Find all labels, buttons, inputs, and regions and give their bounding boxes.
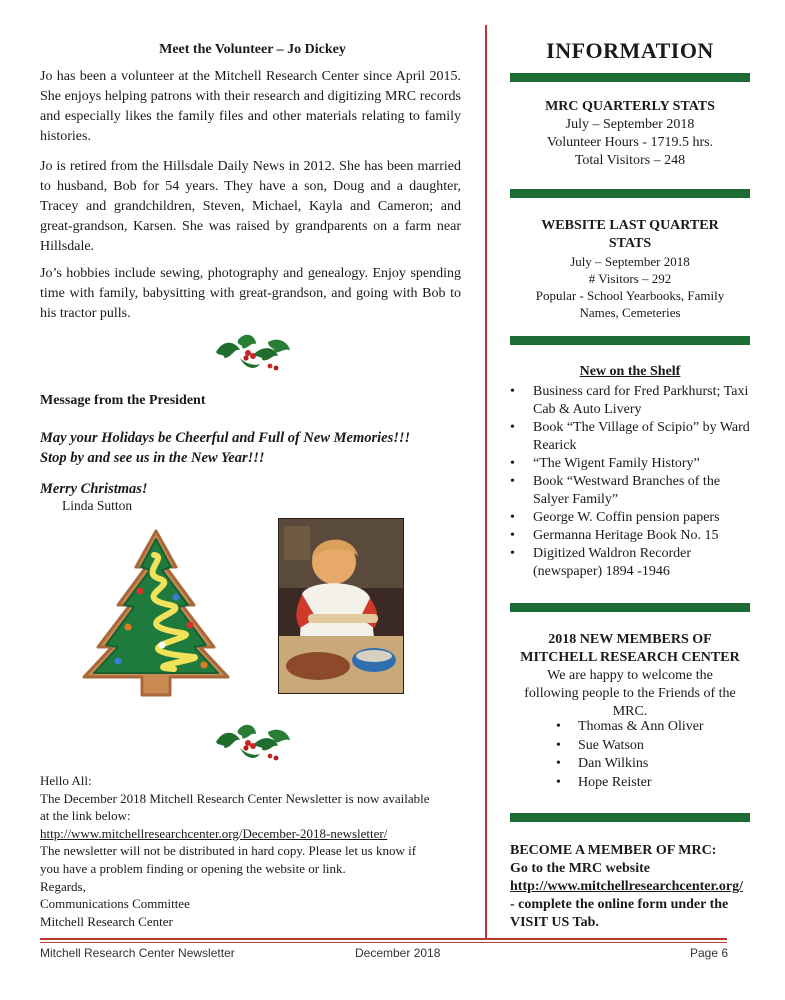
volunteer-paragraph-2: Jo is retired from the Hillsdale Daily News in 2012. She has been married to husband, Bob for 54 years. They have a son, Doug and a daughter, Tracey and grandchildren, Steven, Michael, Kayla and Cameron; and great-grandson, Karsen. She was raised by grandparents on a farm near Hillsdale. xyxy=(40,159,461,254)
note-line-2: at the link below: xyxy=(40,808,131,824)
green-divider-bar xyxy=(510,189,750,198)
list-item: • Germanna Heritage Book No. 15 xyxy=(508,527,752,545)
greeting: Hello All: xyxy=(40,773,92,788)
green-divider-bar xyxy=(510,813,750,822)
website-popular-2: Names, Cemeteries xyxy=(579,305,681,320)
holly-decoration-icon xyxy=(210,718,296,764)
green-divider-bar xyxy=(510,603,750,612)
quarterly-stats-heading: MRC QUARTERLY STATS xyxy=(545,99,715,114)
total-visitors: Total Visitors – 248 xyxy=(574,153,686,168)
new-members-heading-1: 2018 NEW MEMBERS OF xyxy=(548,632,712,647)
left-column xyxy=(40,0,465,935)
president-message-title: Message from the President xyxy=(40,393,206,408)
list-item: • Thomas & Ann Oliver xyxy=(556,718,704,737)
list-item: • Digitized Waldron Recorder (newspaper) 1894 -1946 xyxy=(508,545,752,581)
list-item: • Sue Watson xyxy=(556,737,704,756)
note-line-1: The December 2018 Mitchell Research Center Newsletter is now available xyxy=(40,790,430,806)
list-item: • “The Wigent Family History” xyxy=(508,455,752,473)
members-intro-2: following people to the Friends of the xyxy=(524,686,736,701)
signature-center: Mitchell Research Center xyxy=(40,913,173,929)
regards: Regards, xyxy=(40,878,86,894)
volunteer-paragraph-3: Jo’s hobbies include sewing, photography and genealogy. Enjoy spending time with family, babysitting with great-grandson, and going with Bob to his tractor pulls. xyxy=(40,266,461,321)
president-signer: Linda Sutton xyxy=(62,498,133,513)
members-intro-1: We are happy to welcome the xyxy=(547,668,713,683)
volunteer-title: Meet the Volunteer – Jo Dickey xyxy=(159,42,346,57)
become-member xyxy=(510,842,754,932)
green-divider-bar xyxy=(510,336,750,345)
website-stats-heading-1: WEBSITE LAST QUARTER xyxy=(541,218,719,233)
information-column xyxy=(508,0,752,940)
information-title: INFORMATION xyxy=(546,38,714,63)
website-visitors: # Visitors – 292 xyxy=(588,271,672,286)
new-members-list xyxy=(556,718,704,792)
members-intro-3: MRC. xyxy=(612,704,648,719)
become-member-line-1: BECOME A MEMBER OF MRC: xyxy=(510,843,717,858)
list-item: • Book “The Village of Scipio” by Ward Rearick xyxy=(508,419,752,455)
president-message-line-1: May your Holidays be Cheerful and Full of New Memories!!! xyxy=(40,430,411,446)
holly-decoration-icon xyxy=(210,328,296,374)
become-member-line-4: VISIT US Tab. xyxy=(510,915,599,930)
newsletter-note xyxy=(40,772,465,930)
note-line-3: The newsletter will not be distributed in hard copy. Please let us know if xyxy=(40,843,417,859)
list-item: • Business card for Fred Parkhurst; Taxi Cab & Auto Livery xyxy=(508,383,752,419)
footer-date: December 2018 xyxy=(355,946,441,960)
website-stats-heading-2: STATS xyxy=(608,236,652,251)
mrc-website-link[interactable]: http://www.mitchellresearchcenter.org/ xyxy=(510,879,744,894)
footer-rule xyxy=(40,938,727,940)
president-message-line-2: Stop by and see us in the New Year!!! xyxy=(40,450,265,466)
become-member-line-2: Go to the MRC website xyxy=(510,861,650,876)
quarterly-period: July – September 2018 xyxy=(565,117,695,132)
merry-christmas: Merry Christmas! xyxy=(40,481,148,497)
new-members-heading-2: MITCHELL RESEARCH CENTER xyxy=(520,650,740,665)
website-period: July – September 2018 xyxy=(570,254,690,269)
footer-rule-thin xyxy=(40,942,727,943)
list-item: • Book “Westward Branches of the Salyer Family” xyxy=(508,473,752,509)
website-popular-1: Popular - School Yearbooks, Family xyxy=(535,288,725,303)
signature-committee: Communications Committee xyxy=(40,896,190,912)
green-divider-bar xyxy=(510,73,750,82)
quarterly-stats xyxy=(508,98,752,170)
new-on-shelf-list xyxy=(508,383,752,581)
footer-page-number: Page 6 xyxy=(690,946,729,960)
footer-newsletter-name: Mitchell Research Center Newsletter xyxy=(40,946,235,960)
newsletter-link[interactable]: http://www.mitchellresearchcenter.org/December-2018-newsletter/ xyxy=(40,825,388,841)
president-message xyxy=(40,428,410,468)
website-stats xyxy=(508,217,752,321)
list-item: • George W. Coffin pension papers xyxy=(508,509,752,527)
column-divider xyxy=(485,25,487,940)
volunteer-paragraph-1: Jo has been a volunteer at the Mitchell Research Center since April 2015. She enjoys helping patrons with their research and digitizing MRC records and especially likes the family files and other materials relating to family histories. xyxy=(40,69,461,144)
volunteer-hours: Volunteer Hours - 1719.5 hrs. xyxy=(546,135,714,150)
christmas-tree-cookie-icon xyxy=(78,527,234,701)
new-on-shelf-heading: New on the Shelf xyxy=(579,364,681,379)
list-item: • Hope Reister xyxy=(556,774,704,793)
note-line-4: you have a problem finding or opening the website or link. xyxy=(40,860,346,876)
new-members xyxy=(508,631,752,721)
child-baking-photo xyxy=(278,518,404,694)
become-member-line-3: - complete the online form under the xyxy=(510,897,729,912)
list-item: • Dan Wilkins xyxy=(556,755,704,774)
